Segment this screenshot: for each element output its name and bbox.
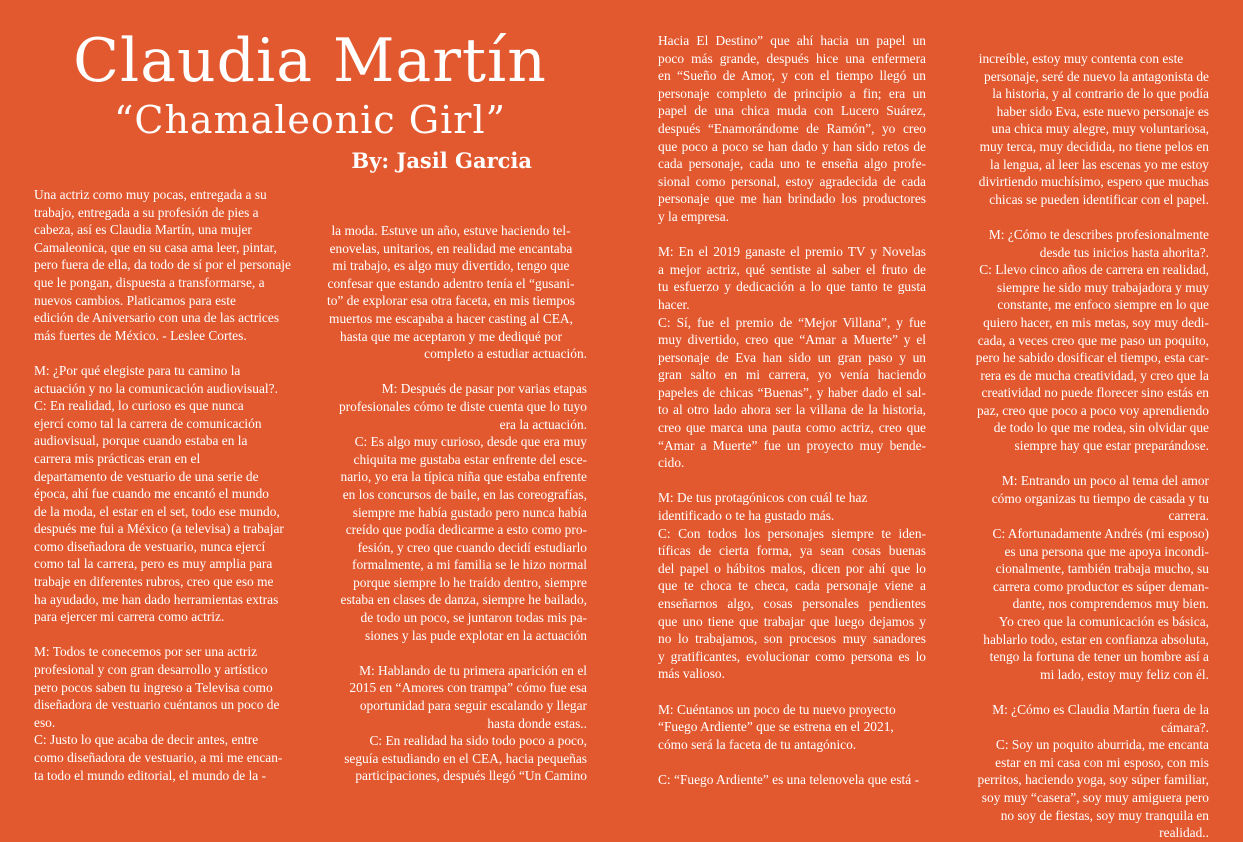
text-line: cionalmente, también trabaja mucho, su [995, 561, 1209, 577]
text-column-4 [953, 50, 1209, 842]
text-line: haber sido Eva, este nuevo personaje es [996, 103, 1209, 119]
text-line: de la moda, el estar en el set, todo ese mundo, [34, 503, 280, 519]
text-line: papeles de chicas “Buenas”, y haber dado el sal- [658, 384, 926, 400]
paragraph-gap [953, 455, 1209, 473]
paragraph-gap [658, 753, 926, 771]
text-line: completo a estudiar actuación. [424, 346, 587, 362]
text-line: M: ¿Cómo te describes profesionalmente [988, 226, 1209, 242]
text-line: carrera. [1168, 508, 1209, 524]
text-line: personaje de Eva han sido un gran paso y un [658, 349, 926, 365]
paragraph-gap [315, 644, 587, 662]
text-line: como tal la carrera, pero es muy amplia para [34, 556, 273, 572]
paragraph-gap [658, 683, 926, 701]
text-line: hasta que me aceptaron y me dediqué por [340, 328, 562, 344]
text-line: ejercí como tal la carrera de comunicación [34, 415, 262, 431]
text-line: M: De tus protagónicos con cuál te haz [658, 490, 868, 506]
text-line: formalmente, a mi familia se le hizo normal [352, 557, 587, 573]
text-line: carrera como productor es súper deman- [992, 578, 1209, 594]
text-line: realidad.. [1159, 825, 1209, 841]
text-line: M: ¿Por qué elegiste para tu camino la [34, 362, 241, 378]
text-line: de todo un poco, se juntaron todas mis pa- [360, 610, 587, 626]
text-line: como diseñadora de vestuario, nunca ejercí [34, 538, 266, 554]
text-line: nuevos cambios. Platicamos para este [34, 292, 236, 308]
text-line: C: Sí, fue el premio de “Mejor Villana”, y fue [658, 314, 926, 330]
article-title: Claudia Martín [73, 26, 547, 96]
text-line: como diseñadora de vestuario, a mi me encan- [34, 750, 283, 765]
article-subtitle: “Chamaleonic Girl” [113, 98, 507, 142]
paragraph-gap [34, 626, 304, 644]
text-line: que le pongan, dispuesta a transformarse, a [34, 274, 265, 290]
text-line: cabeza, así es Claudia Martín, una mujer [34, 222, 252, 238]
text-line: una chica muy alegre, muy voluntariosa, [991, 121, 1209, 137]
text-line: ta todo el mundo editorial, el mundo de la - [34, 767, 267, 783]
text-line: departamento de vestuario de una serie de [34, 468, 259, 484]
text-line: hacer. [658, 296, 690, 312]
text-line: C: Con todos los personajes siempre te iden- [658, 525, 926, 541]
text-line: “Fuego Ardiente” que se estrena en el 2021, [658, 719, 894, 735]
text-line: C: En realidad ha sido todo poco a poco, [369, 733, 587, 749]
text-line: increíble, estoy muy contenta con este [978, 51, 1184, 66]
text-line: que te choca te checa, cada personaje viene a [658, 578, 926, 594]
text-line: C: “Fuego Ardiente” es una telenovela que está - [658, 771, 920, 787]
text-line: estaba en clases de danza, siempre he bailado, [340, 592, 587, 608]
text-line: después “Enamorándome de Ramón”, yo creo [658, 120, 926, 136]
text-line: poco más grande, después hice una enfermera [658, 50, 926, 66]
text-line: siempre hay que estar preparándose. [1014, 438, 1209, 454]
text-line: M: ¿Cómo es Claudia Martín fuera de la [992, 701, 1209, 717]
text-line: hablarlo todo, estar en confianza absoluta, [983, 631, 1209, 647]
text-column-1 [34, 186, 304, 784]
text-line: cido. [658, 455, 685, 471]
text-line: M: Cuéntanos un poco de tu nuevo proyecto [658, 701, 896, 717]
text-line: en los concursos de baile, en las coreografías, [342, 486, 587, 502]
text-line: porque siempre lo he traído dentro, siempre [353, 574, 587, 590]
text-line: la historia, y al contrario de lo que podía [992, 86, 1209, 102]
text-line: cada personaje, cada uno te enseña algo profe- [658, 156, 926, 172]
text-line: cámara?. [1161, 719, 1209, 735]
text-line: y la empresa. [658, 208, 730, 224]
text-line: trabajo, entregada a su profesión de pies a [34, 204, 259, 220]
text-line: siempre me había gustado pero nunca había [352, 504, 587, 520]
text-line: perritos, haciendo yoga, soy súper familiar, [977, 772, 1209, 788]
text-line: mi trabajo, es algo muy divertido, tengo que [332, 258, 570, 274]
text-line: sional como personal, estoy agradecida de cada [658, 173, 926, 189]
text-line: no lo trabajamos, son procesos muy sanadores [658, 631, 926, 647]
text-line: dante, nos comprendemos muy bien. [1012, 596, 1209, 612]
text-line: que poco a poco se han dado y han sido retos de [658, 138, 926, 154]
text-line: C: En realidad, lo curioso es que nunca [34, 398, 244, 414]
text-line: época, ahí fue cuando me encantó el mundo [34, 486, 269, 502]
text-line: muertos me escapaba a hacer casting al CEA, [329, 310, 573, 326]
text-line: 2015 en “Amores con trampa” cómo fue esa [349, 680, 587, 696]
text-line: personaje completo de principio a fin; era un [658, 85, 926, 101]
text-line: M: En el 2019 ganaste el premio TV y Novelas [658, 244, 926, 260]
text-line: trabaje en diferentes rubros, creo que eso me [34, 574, 274, 590]
text-line: confesar que estando adentro tenía el “gusani- [327, 275, 575, 291]
text-line: era la actuación. [499, 416, 587, 432]
text-line: cómo será la faceta de tu antagónico. [658, 736, 857, 752]
text-line: Hacia El Destino” que ahí hacia un papel un [658, 33, 926, 48]
text-line: audiovisual, porque cuando estaba en la [34, 433, 248, 449]
text-line: gran salto en mi carrera, yo venía haciendo [658, 367, 926, 383]
text-line: “Amar a Muerte” fue un proyecto muy bende- [658, 437, 926, 453]
text-line: personaje que me han brindado los productores [658, 191, 926, 207]
text-line: mi lado, estoy muy feliz con él. [1040, 666, 1209, 682]
text-line: Una actriz como muy pocas, entregada a su [34, 187, 267, 202]
text-line: M: Entrando un poco al tema del amor [1001, 473, 1209, 489]
text-line: no soy de fiestas, soy muy tranquila en [1000, 807, 1209, 823]
text-line: rera es de mucha creatividad, y creo que la [980, 367, 1209, 383]
text-line: para ejercer mi carrera como actriz. [34, 609, 225, 625]
text-line: chicas se pueden identificar con el papel. [989, 191, 1209, 207]
text-line: pero fuera de ella, da todo de sí por el personaje [34, 257, 291, 273]
text-line: creatividad no puede florecer sino estás en [981, 385, 1209, 401]
text-line: M: Todos te conecemos por ser una actriz [34, 644, 258, 660]
text-line: fesión, y creo que cuando decidí estudiarlo [357, 539, 587, 555]
text-line: enseñarnos algo, cosas personales pendientes [658, 596, 926, 611]
paragraph-gap [658, 472, 926, 490]
text-line: tengo la fortuna de tener un hombre así a [989, 649, 1209, 665]
text-line: y gratificantes, evolucionar como persona es lo [658, 648, 926, 664]
text-line: to al otro lado ahora ser la villana de la historia, [658, 402, 926, 418]
paragraph-gap [315, 363, 587, 381]
text-line: papel de una chica muda con Lucero Suárez, [658, 103, 926, 119]
text-line: más fuertes de México. - Leslee Cortes. [34, 327, 247, 343]
text-line: quiero hacer, en mis metas, soy muy dedi- [983, 314, 1209, 330]
text-line: cómo organizas tu tiempo de casada y tu [991, 490, 1209, 506]
text-line: Yo creo que la comunicación es básica, [998, 614, 1209, 629]
paragraph-gap [34, 344, 304, 362]
text-line: ha ayudado, me han dado herramientas extras [34, 591, 279, 607]
text-line: tu esfuerzo y dedicación a lo que tanto te gusta [658, 279, 926, 295]
text-column-2 [315, 222, 587, 785]
text-line: enovelas, unitarios, en realidad me encantaba [329, 240, 573, 256]
text-line: edición de Aniversario con una de las actrices [34, 310, 280, 326]
text-line: muy divertido, creo que “Amar a Muerte” y el [658, 332, 926, 348]
text-line: desde tus inicios hasta ahorita?. [1039, 244, 1209, 260]
text-line: divirtiendo muchísimo, espero que muchas [978, 174, 1209, 190]
text-line: to” de explorar esa otra faceta, en mis tiempos [327, 293, 575, 309]
text-line: C: Justo lo que acaba de decir antes, entre [34, 732, 259, 748]
text-line: siones y las pude explotar en la actuación [365, 627, 587, 643]
text-line: C: Soy un poquito aburrida, me encanta [995, 737, 1209, 753]
paragraph-gap [953, 683, 1209, 701]
text-line: después me fui a México (a televisa) a trabajar [34, 521, 284, 537]
text-line: hasta donde estas.. [487, 715, 587, 731]
text-line: pero he sabido dosificar el tiempo, esta car- [975, 350, 1209, 366]
text-line: carrera mis prácticas eran en el [34, 450, 201, 466]
text-line: nario, yo era la típica niña que estaba enfrente [340, 469, 587, 485]
text-line: pero pocos saben tu ingreso a Televisa como [34, 679, 273, 695]
text-line: más valioso. [658, 666, 725, 682]
paragraph-gap [658, 226, 926, 244]
text-line: a mejor actriz, qué sentiste al saber el fruto de [658, 261, 926, 277]
text-line: profesionales cómo te diste cuenta que lo tuyo [338, 398, 587, 414]
text-line: eso. [34, 714, 56, 730]
text-line: creído que podía dedicarme a esto como pro- [345, 522, 587, 538]
text-line: soy muy “casera”, soy muy amiguera pero [981, 789, 1209, 805]
text-line: del papel o hábitos malos, dicen por ahí que lo [658, 560, 926, 576]
text-line: en “Sueño de Amor, y con el tiempo llegó un [658, 68, 926, 84]
text-column-3 [658, 32, 926, 789]
text-line: siempre he sido muy trabajadora y muy [997, 279, 1209, 295]
text-line: cada, a veces creo que me paso un poquito, [977, 332, 1209, 348]
text-line: la lengua, al leer las escenas yo me estoy [990, 156, 1209, 172]
text-line: la moda. Estuve un año, estuve haciendo tel- [331, 223, 571, 238]
text-line: M: Después de pasar por varias etapas [381, 381, 587, 397]
paragraph-gap [953, 208, 1209, 226]
text-line: diseñadora de vestuario cuéntanos un poco de [34, 697, 280, 713]
text-line: actuación y no la comunicación audiovisual?. [34, 380, 278, 396]
text-line: es una persona que me apoya incondi- [1004, 543, 1209, 559]
text-line: Camaleonica, que en su casa ama leer, pintar, [34, 239, 277, 255]
text-line: estar en mi casa con mi esposo, con mis [995, 754, 1209, 770]
byline: By: Jasil Garcia [351, 148, 532, 173]
text-line: creo que marca una pauta como actriz, creo que [658, 420, 926, 436]
text-line: tíficas de cierta forma, ya sean cosas buenas [658, 543, 926, 559]
text-line: M: Hablando de tu primera aparición en el [359, 662, 587, 678]
text-line: paz, creo que poco a poco voy aprendiendo [976, 402, 1209, 418]
text-line: que uno tiene que trabajar que luego dejamos y [658, 613, 926, 629]
text-line: participaciones, después llegó “Un Camino [355, 768, 587, 784]
text-line: C: Es algo muy curioso, desde que era muy [354, 434, 587, 450]
text-line: identificado o te ha gustado más. [658, 508, 835, 524]
text-line: personaje, seré de nuevo la antagonista de [984, 68, 1209, 84]
text-line: seguía estudiando en el CEA, hacia pequeñas [344, 750, 587, 766]
text-line: profesional y con gran desarrollo y artístico [34, 662, 268, 678]
text-line: constante, me enfoco siempre en lo que [997, 297, 1209, 313]
text-line: de todo lo que me rodea, sin olvidar que [993, 420, 1209, 436]
text-line: oportunidad para seguir escalando y llegar [359, 698, 587, 714]
text-line: chiquita me gustaba estar enfrente del esce- [353, 451, 587, 467]
text-line: muy terca, muy decidida, no tiene pelos en [979, 138, 1209, 154]
text-line: C: Afortunadamente Andrés (mi esposo) [992, 526, 1209, 542]
text-line: C: Llevo cinco años de carrera en realidad, [979, 262, 1209, 278]
